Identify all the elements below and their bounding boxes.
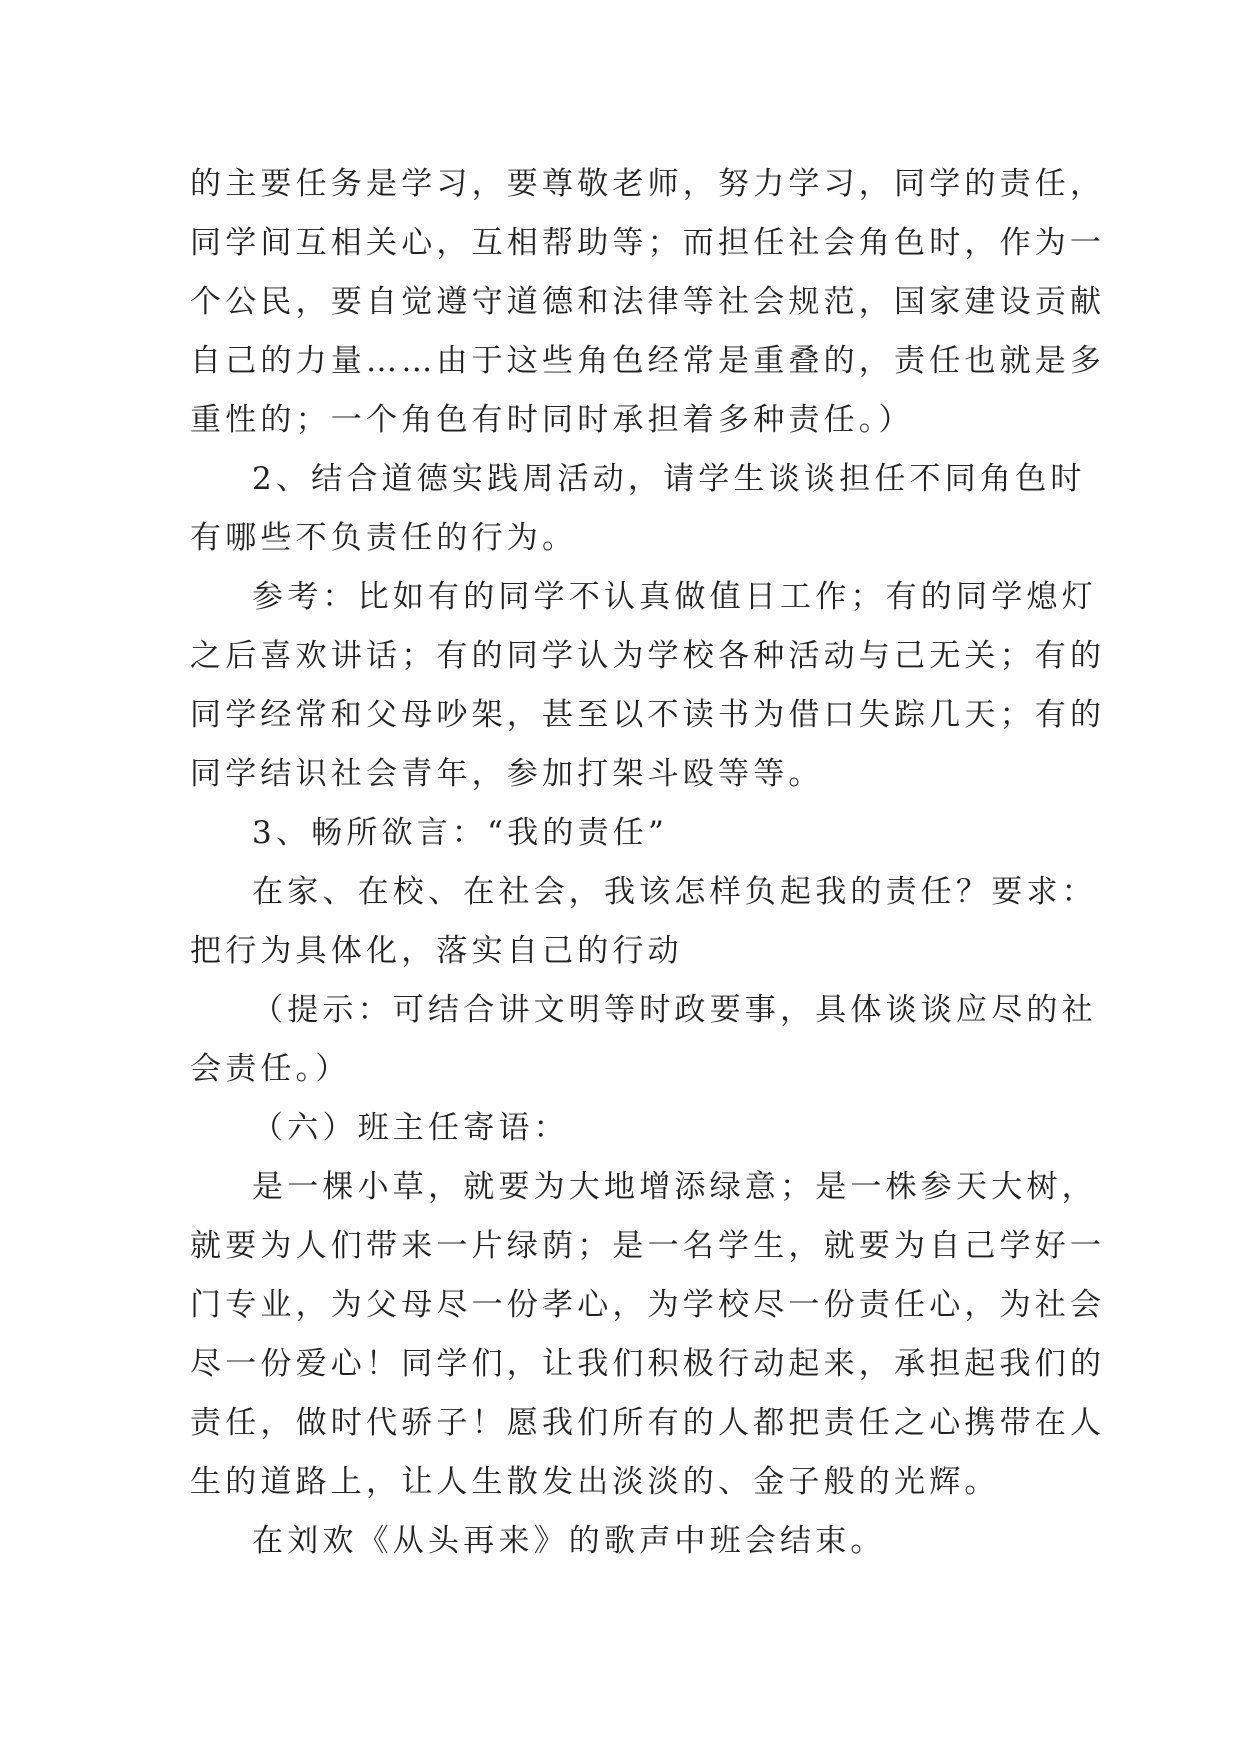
text-line: 个公民，要自觉遵守道德和法律等社会规范，国家建设贡献 [190,284,1106,320]
text-line: 是一棵小草，就要为大地增添绿意；是一株参天大树， [252,1169,1097,1205]
text-line: 责任，做时代骄子！愿我们所有的人都把责任之心携带在人 [190,1405,1106,1441]
text-line: 之后喜欢讲话；有的同学认为学校各种活动与己无关；有的 [190,638,1106,674]
text-line: 参考：比如有的同学不认真做值日工作；有的同学熄灯 [252,579,1097,615]
text-line: 同学间互相关心，互相帮助等；而担任社会角色时，作为一 [190,225,1106,261]
text-line: 自己的力量……由于这些角色经常是重叠的，责任也就是多 [190,343,1106,379]
text-line: 在家、在校、在社会，我该怎样负起我的责任？要求： [252,874,1097,910]
text-line: 重性的；一个角色有时同时承担着多种责任。） [190,402,914,438]
text-line: 会责任。） [190,1051,351,1087]
text-line: （提示：可结合讲文明等时政要事，具体谈谈应尽的社 [252,992,1097,1028]
text-line: 有哪些不负责任的行为。 [190,520,578,556]
text-line: 的主要任务是学习，要尊敬老师，努力学习，同学的责任， [190,166,1106,202]
text-line: 3、畅所欲言：“我的责任” [252,815,669,851]
text-line: 同学结识社会青年，参加打架斗殴等等。 [190,756,824,792]
text-line: 尽一份爱心！同学们，让我们积极行动起来，承担起我们的 [190,1346,1106,1382]
text-line: 2、结合道德实践周活动，请学生谈谈担任不同角色时 [252,461,1086,497]
text-line: 同学经常和父母吵架，甚至以不读书为借口失踪几天；有的 [190,697,1106,733]
document-body [190,155,1106,1571]
text-line: 把行为具体化，落实自己的行动 [190,933,683,969]
section-heading: （六）班主任寄语： [252,1110,569,1146]
text-line: 门专业，为父母尽一份孝心，为学校尽一份责任心，为社会 [190,1287,1106,1323]
text-line: 生的道路上，让人生散发出淡淡的、金子般的光辉。 [190,1464,1000,1500]
text-line: 就要为人们带来一片绿荫；是一名学生，就要为自己学好一 [190,1228,1106,1264]
text-line: 在刘欢《从头再来》的歌声中班会结束。 [252,1523,886,1559]
